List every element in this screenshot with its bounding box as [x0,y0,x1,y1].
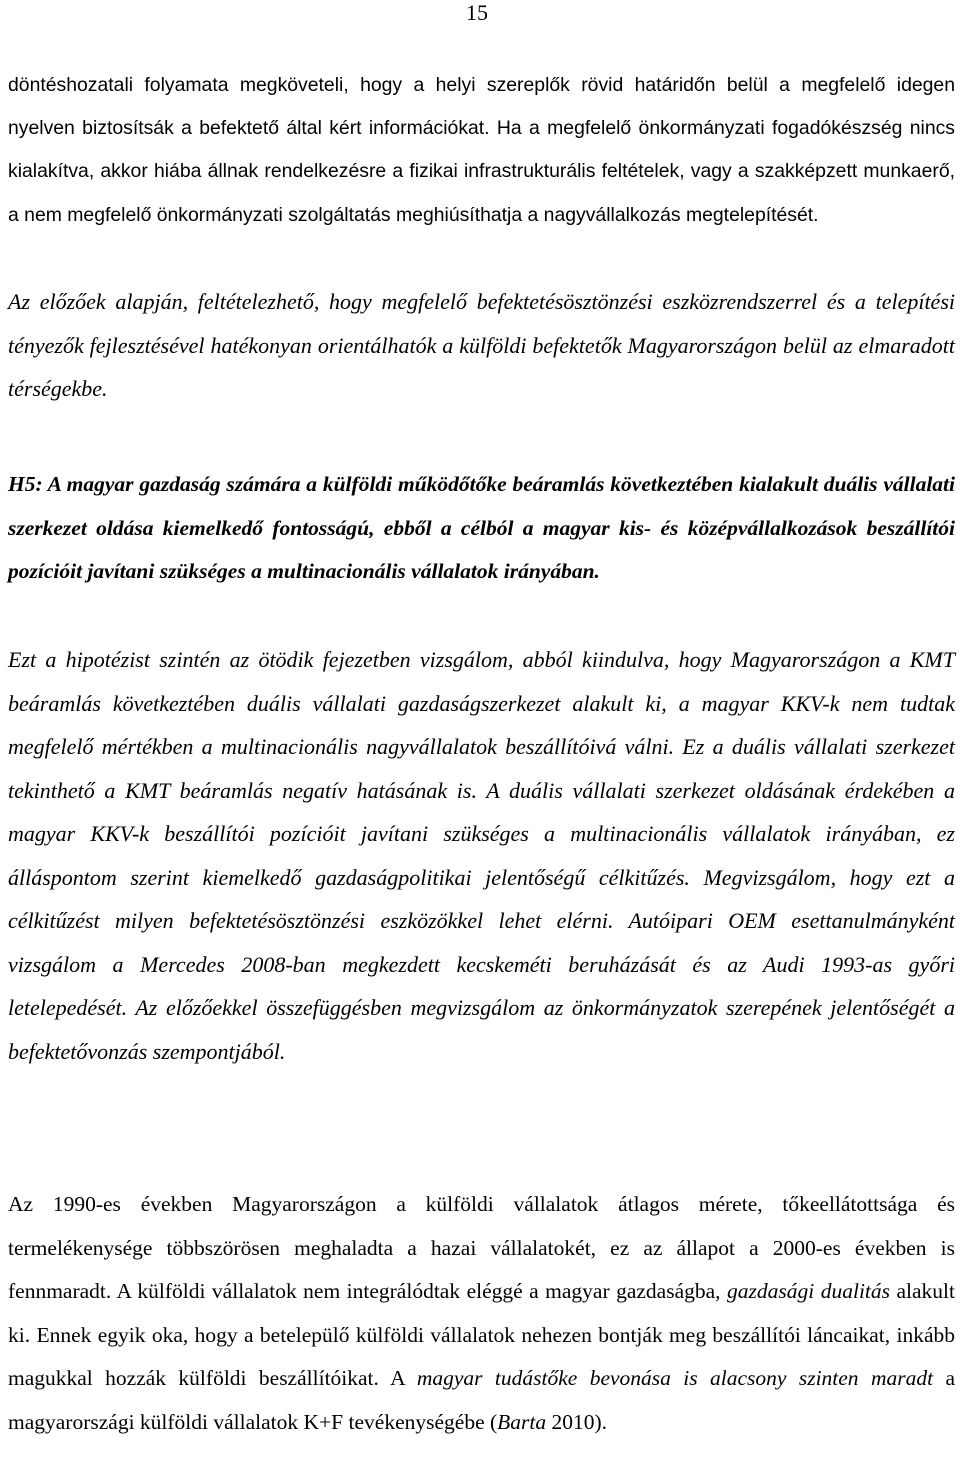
text-segment: Az 1990-es években Magyarországon a külföldi vállalatok átlagos mérete, tőkeellátottsága és termelékenysége többszörösen meghaladta a hazai vállalatokét, ez az állapot a 2000-es években is fennmaradt. A külföldi vállalatok nem integrálódtak eléggé a magyar gazdaságba, [8,1192,955,1303]
citation-year: 2010). [551,1409,608,1434]
body-paragraph-intro: döntéshozatali folyamata megköveteli, hogy a helyi szereplők rövid határidőn belül a megfelelő idegen nyelven biztosítsák a befektető által kért információkat. Ha a megfelelő önkormányzati fogadókészség nincs kialakítva, akkor hiába állnak rendelkezésre a fizikai infrastrukturális feltételek, vagy a szakképzett munkaerő, a nem megfelelő önkormányzati szolgáltatás meghiúsíthatja a nagyvállalkozás megtelepítését. [8,74,955,226]
body-paragraph-dualism [8,1183,955,1444]
emphasis-term: magyar tudástőke bevonása is alacsony szinten maradt [416,1366,934,1390]
page-number: 15 [466,0,488,25]
citation-author: Barta [497,1409,547,1434]
hypothesis-explanation: Ezt a hipotézist szintén az ötödik fejezetben vizsgálom, abból kiindulva, hogy Magyarországon a KMT beáramlás következtében duális vállalati gazdaságszerkezet alakult ki, a magyar KKV-k nem tudtak megfelelő mértékben a multinacionális nagyvállalatok beszállítóivá válni. Ez a duális vállalati szerkezet tekinthető a KMT beáramlás negatív hatásának is. A duális vállalati szerkezet oldásának érdekében a magyar KKV-k beszállítói pozícióit javítani szükséges a multinacionális vállalatok irányában, ez álláspontom szerint kiemelkedő gazdaságpolitikai jelentőségű célkitűzés. Megvizsgálom, hogy ezt a célkitűzést milyen befektetésösztönzési eszközökkel lehet elérni. Autóipari OEM esettanulmányként vizsgálom a Mercedes 2008-ban megkezdett kecskeméti beruházását és az Audi 1993-as győri letelepedését. Az előzőekkel összefüggésben megvizsgálom az önkormányzatok szerepének jelentőségét a befektetővonzás szempontjából. [8,647,955,1064]
hypothesis-h5: H5: A magyar gazdaság számára a külföldi működőtőke beáramlás következtében kialakult duális vállalati szerkezet oldása kiemelkedő fontosságú, ebből a célból a magyar kis- és középvállalkozások beszállítói pozícióit javítani szükséges a multinacionális vállalatok irányában. [8,472,955,583]
text-segment: a magyarországi külföldi vállalatok K+F tevékenységébe ( [8,1366,955,1434]
body-paragraph-conclusion: Az előzőek alapján, feltételezhető, hogy megfelelő befektetésösztönzési eszközrendszerrel és a telepítési tényezők fejlesztésével hatékonyan orientálhatók a külföldi befektetők Magyarországon belül az elmaradott térségekbe. [8,289,955,401]
emphasis-term: gazdasági dualitás [727,1279,891,1303]
text-segment: alakult ki. Ennek egyik oka, hogy a betelepülő külföldi vállalatok nehezen bontják meg beszállítói láncaikat, inkább magukkal hozzák külföldi beszállítóikat. A [8,1279,956,1390]
